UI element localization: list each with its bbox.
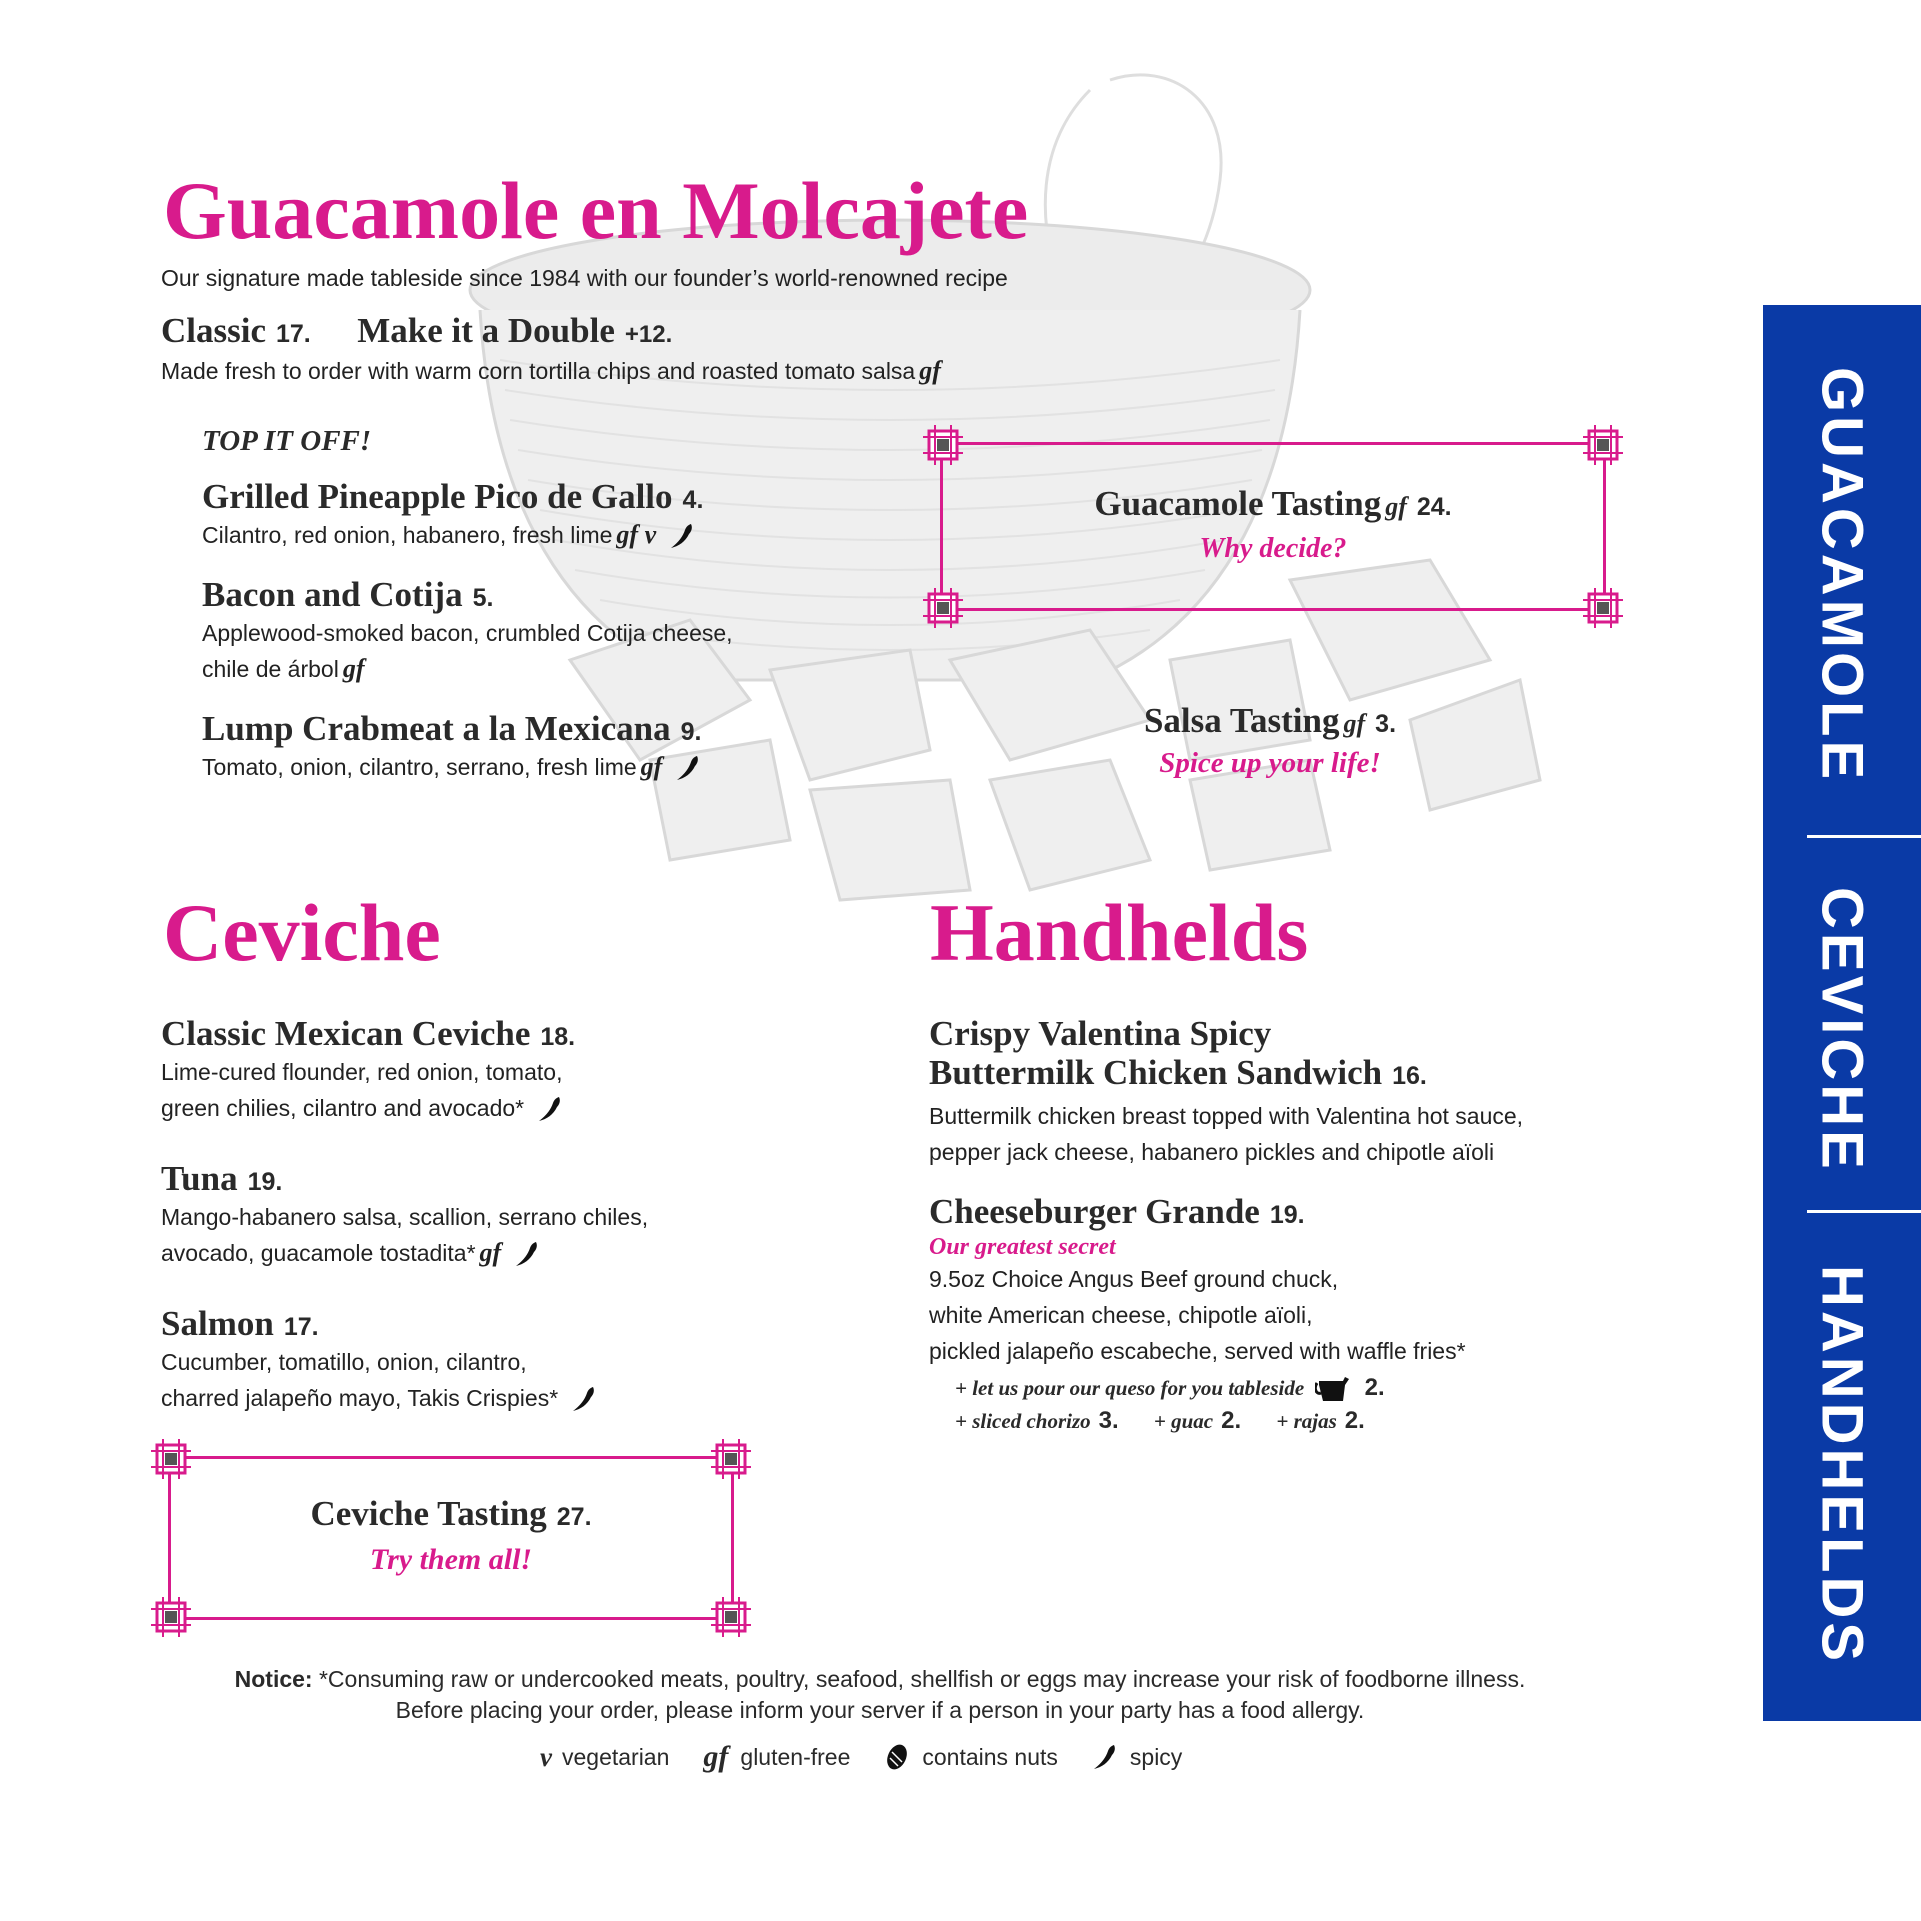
double-name: Make it a Double — [357, 311, 615, 350]
ceviche-name: Classic Mexican Ceviche — [161, 1014, 531, 1053]
guacamole-title: Guacamole en Molcajete — [163, 165, 1029, 256]
ceviche-item-classic — [161, 1015, 575, 1126]
topping-bacon — [202, 576, 733, 687]
ceviche-desc: Mango-habanero salsa, scallion, serrano chiles, — [161, 1203, 649, 1230]
handheld-desc3: pickled jalapeño escabeche, served with waffle fries* — [929, 1337, 1466, 1364]
legend-label: contains nuts — [922, 1743, 1058, 1770]
diet-tags: gf v — [616, 519, 657, 549]
ceviche-desc2: avocado, guacamole tostadita* — [161, 1239, 476, 1266]
handheld-price: 16. — [1392, 1061, 1427, 1090]
topping-price: 5. — [472, 584, 494, 612]
ceviche-price: 18. — [540, 1023, 576, 1051]
notice-line2: Before placing your order, please inform your server if a person in your party has a food allergy. — [395, 1697, 1365, 1723]
corner-ornament — [709, 1437, 753, 1481]
ceviche-name: Tuna — [161, 1159, 238, 1198]
notice-label: Notice: — [234, 1666, 313, 1692]
queso-pitcher-icon — [1315, 1375, 1351, 1405]
handheld-desc: Buttermilk chicken breast topped with Valentina hot sauce, — [929, 1103, 1524, 1129]
legend — [540, 1740, 1182, 1774]
diet-tags: gf — [342, 653, 365, 683]
tasting-tagline: Why decide? — [1199, 533, 1347, 564]
topping-name: Grilled Pineapple Pico de Gallo — [202, 477, 673, 516]
topping-name: Bacon and Cotija — [202, 575, 463, 614]
corner-ornament — [709, 1595, 753, 1639]
chili-icon — [669, 522, 695, 550]
sidebar-divider — [1807, 1210, 1921, 1213]
chili-icon — [514, 1240, 540, 1268]
ceviche-item-tuna — [161, 1160, 648, 1271]
chili-icon — [675, 754, 701, 782]
sidebar-tab-label: CEVICHE — [1809, 887, 1875, 1173]
ceviche-name: Salmon — [161, 1304, 274, 1343]
legend-label: spicy — [1129, 1743, 1183, 1770]
ceviche-desc: Cucumber, tomatillo, onion, cilantro, — [161, 1348, 527, 1375]
chili-icon — [1092, 1743, 1118, 1771]
handheld-name: Cheeseburger Grande — [929, 1192, 1260, 1231]
topping-name: Lump Crabmeat a la Mexicana — [202, 709, 671, 748]
guacamole-desc-text: Made fresh to order with warm corn tortilla chips and roasted tomato salsa — [161, 358, 916, 384]
salsa-tasting — [1000, 702, 1540, 780]
gf-tag: gf — [479, 1237, 502, 1267]
ceviche-desc2: charred jalapeño mayo, Takis Crispies* — [161, 1384, 559, 1411]
tasting-price: 27. — [556, 1503, 592, 1531]
legend-symbol-gf: gf — [703, 1740, 729, 1773]
chili-icon — [571, 1385, 597, 1413]
chili-icon — [537, 1095, 563, 1123]
tasting-name: Guacamole Tasting — [1094, 484, 1382, 523]
corner-ornament — [149, 1595, 193, 1639]
handheld-item-chicken — [929, 1015, 1523, 1170]
sidebar-tab-ceviche[interactable] — [1763, 865, 1921, 1195]
handhelds-title: Handhelds — [930, 887, 1309, 978]
corner-ornament — [1581, 586, 1625, 630]
corner-ornament — [1581, 423, 1625, 467]
ceviche-item-salmon — [161, 1305, 597, 1416]
topping-desc: Cilantro, red onion, habanero, fresh lime — [202, 521, 613, 548]
addon-rajas-price: 2. — [1344, 1407, 1365, 1434]
handheld-desc2: pepper jack cheese, habanero pickles and chipotle aïoli — [929, 1139, 1495, 1165]
tasting-price: 24. — [1416, 493, 1452, 521]
handheld-desc: 9.5oz Choice Angus Beef ground chuck, — [929, 1265, 1339, 1292]
notice — [0, 1664, 1760, 1726]
addon-row — [955, 1407, 1395, 1435]
corner-ornament — [921, 586, 965, 630]
topping-desc: Tomato, onion, cilantro, serrano, fresh lime — [202, 753, 637, 780]
salsa-price: 3. — [1375, 710, 1397, 738]
topping-crabmeat — [202, 710, 701, 785]
sidebar-divider — [1807, 835, 1921, 838]
addon-chorizo-label: + sliced chorizo — [955, 1409, 1091, 1433]
sidebar-tab-label: GUACAMOLE — [1809, 366, 1875, 784]
topping-pineapple — [202, 478, 703, 553]
topping-desc2: chile de árbol — [202, 655, 339, 682]
tasting-tagline: Try them all! — [369, 1543, 533, 1576]
topping-price: 4. — [682, 486, 704, 514]
classic-name: Classic — [161, 311, 266, 350]
addon-rajas-label: + rajas — [1276, 1409, 1337, 1433]
handheld-price: 19. — [1269, 1201, 1305, 1229]
salsa-name: Salsa Tasting — [1143, 701, 1340, 740]
corner-ornament — [149, 1437, 193, 1481]
addon-queso-label: + let us pour our queso for you tableside — [955, 1376, 1305, 1400]
topping-price: 9. — [680, 718, 702, 746]
handheld-name: Crispy Valentina Spicy — [929, 1014, 1272, 1053]
ceviche-price: 17. — [283, 1313, 319, 1341]
nut-icon — [884, 1742, 910, 1772]
legend-symbol-v: v — [540, 1741, 552, 1772]
addon-chorizo-price: 3. — [1098, 1407, 1119, 1434]
addon-queso-price: 2. — [1364, 1374, 1385, 1401]
guacamole-desc — [161, 353, 941, 389]
sidebar-tab-label: HANDHELDS — [1809, 1264, 1875, 1666]
classic-price: 17. — [276, 320, 311, 348]
ceviche-desc2: green chilies, cilantro and avocado* — [161, 1094, 525, 1121]
topping-desc: Applewood-smoked bacon, crumbled Cotija cheese, — [202, 619, 733, 646]
addon-queso — [955, 1374, 1415, 1405]
sidebar-tab-handhelds[interactable] — [1763, 1235, 1921, 1695]
ceviche-price: 19. — [247, 1168, 283, 1196]
legend-label: gluten-free — [740, 1743, 851, 1770]
tasting-name: Ceviche Tasting — [310, 1494, 547, 1533]
ceviche-title: Ceviche — [163, 887, 441, 978]
double-price: +12. — [624, 321, 673, 348]
legend-label: vegetarian — [561, 1743, 670, 1770]
handheld-tagline: Our greatest secret — [929, 1233, 1116, 1260]
guacamole-classic — [161, 312, 672, 351]
section-sidebar — [1763, 305, 1921, 1721]
gf-tag: gf — [1343, 709, 1366, 738]
ceviche-tasting-box — [168, 1456, 734, 1620]
handheld-item-cheeseburger — [929, 1193, 1466, 1369]
handheld-desc2: white American cheese, chipotle aïoli, — [929, 1301, 1313, 1328]
gf-tag: gf — [919, 356, 941, 385]
corner-ornament — [921, 423, 965, 467]
addon-guac-label: + guac — [1153, 1409, 1214, 1433]
gf-tag: gf — [1385, 492, 1407, 521]
sidebar-tab-guacamole[interactable] — [1763, 335, 1921, 815]
diet-tags: gf — [640, 751, 663, 781]
ceviche-desc: Lime-cured flounder, red onion, tomato, — [161, 1058, 563, 1085]
guacamole-tasting-box — [940, 442, 1606, 611]
notice-line1: *Consuming raw or undercooked meats, poultry, seafood, shellfish or eggs may increase your risk of foodborne illness. — [312, 1666, 1526, 1692]
handheld-name2: Buttermilk Chicken Sandwich — [929, 1052, 1383, 1092]
top-it-off-heading: TOP IT OFF! — [202, 425, 372, 457]
guacamole-subtitle: Our signature made tableside since 1984 with our founder’s world-renowned recipe — [161, 265, 1008, 291]
salsa-tagline: Spice up your life! — [1159, 746, 1381, 779]
addon-guac-price: 2. — [1221, 1407, 1242, 1434]
